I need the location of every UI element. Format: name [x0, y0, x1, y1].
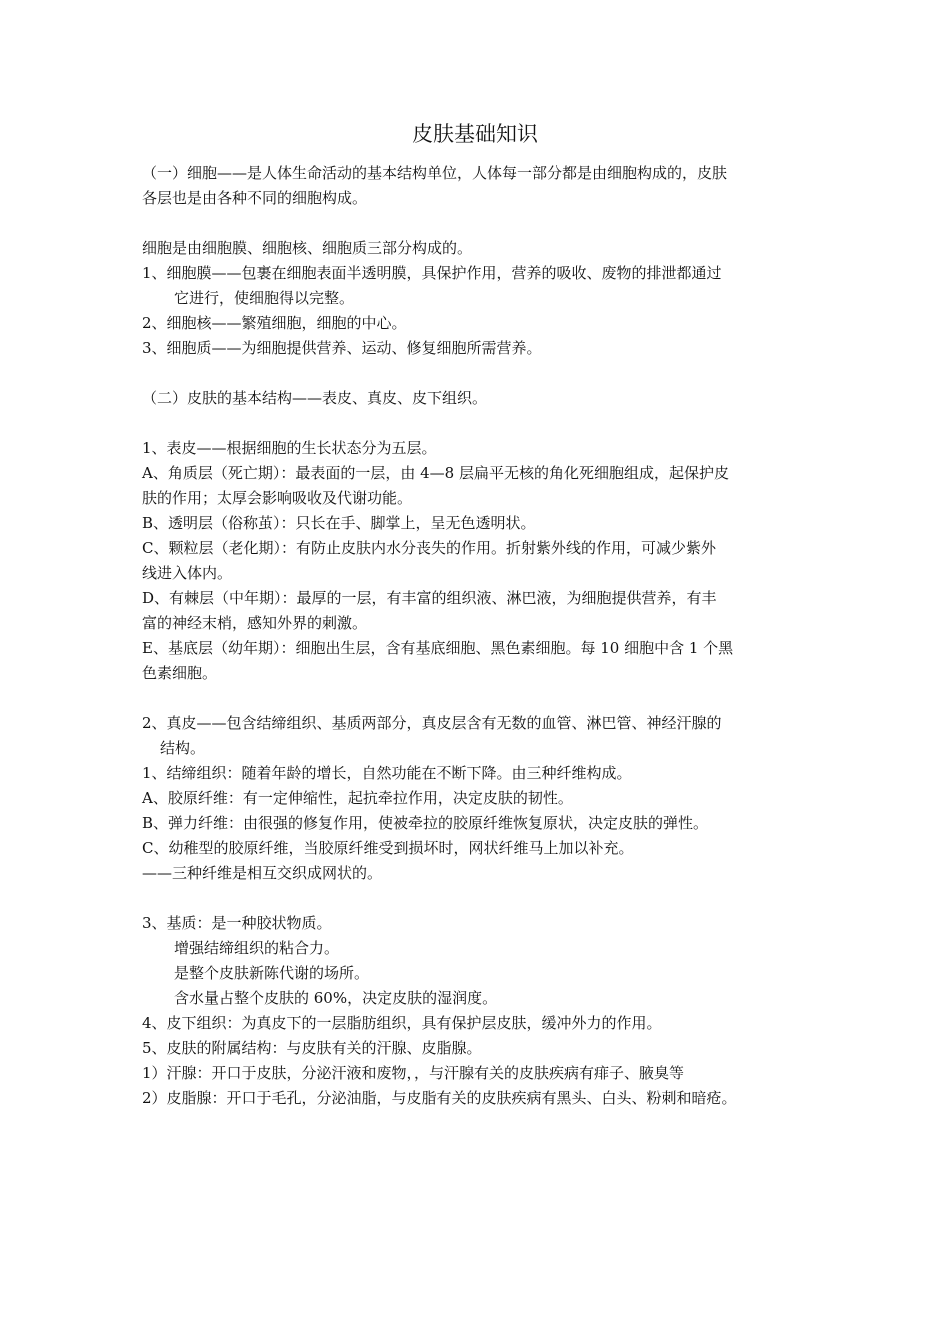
paragraph-line: 含水量占整个皮肤的 60%，决定皮肤的湿润度。	[174, 989, 498, 1007]
paragraph-line: 是整个皮肤新陈代谢的场所。	[174, 964, 370, 982]
paragraph-line: 1、细胞膜——包裹在细胞表面半透明膜，具保护作用，营养的吸收、废物的排泄都通过	[142, 264, 722, 282]
paragraph-line: C、颗粒层（老化期）：有防止皮肤内水分丧失的作用。折射紫外线的作用，可减少紫外	[142, 539, 716, 557]
paragraph-line: 各层也是由各种不同的细胞构成。	[142, 189, 368, 207]
blank-line	[142, 211, 814, 236]
section-heading: （二）皮肤的基本结构——表皮、真皮、皮下组织。	[142, 389, 488, 407]
blank-line	[142, 886, 814, 911]
paragraph-line: 肤的作用；太厚会影响吸收及代谢功能。	[142, 489, 413, 507]
paragraph-line: 5、皮肤的附属结构：与皮肤有关的汗腺、皮脂腺。	[142, 1039, 482, 1057]
paragraph-line: A、胶原纤维：有一定伸缩性，起抗牵拉作用，决定皮肤的韧性。	[142, 789, 573, 807]
paragraph-line: ——三种纤维是相互交织成网状的。	[142, 864, 383, 882]
paragraph-line: B、透明层（俗称茧）：只长在手、脚掌上，呈无色透明状。	[142, 514, 536, 532]
paragraph-line: 1）汗腺：开口于皮肤，分泌汗液和废物，，与汗腺有关的皮肤疾病有痱子、腋臭等	[142, 1064, 685, 1082]
paragraph-line: 线进入体内。	[142, 564, 233, 582]
paragraph-line: C、幼稚型的胶原纤维，当胶原纤维受到损坏时，网状纤维马上加以补充。	[142, 839, 634, 857]
paragraph-line: 1、结缔组织：随着年龄的增长，自然功能在不断下降。由三种纤维构成。	[142, 764, 632, 782]
document-title: 皮肤基础知识	[412, 122, 538, 146]
paragraph-line: B、弹力纤维：由很强的修复作用，使被牵拉的胶原纤维恢复原状，决定皮肤的弹性。	[142, 814, 709, 832]
paragraph-line: 4、皮下组织：为真皮下的一层脂肪组织，具有保护层皮肤，缓冲外力的作用。	[142, 1014, 662, 1032]
paragraph-line: 色素细胞。	[142, 664, 218, 682]
paragraph-line: A、角质层（死亡期）：最表面的一层，由 4—8 层扁平无核的角化死细胞组成，起保护皮	[142, 464, 729, 482]
paragraph-line: 2、真皮——包含结缔组织、基质两部分，真皮层含有无数的血管、淋巴管、神经汗腺的	[142, 714, 722, 732]
blank-line	[142, 686, 814, 711]
paragraph-line: E、基底层（幼年期）：细胞出生层，含有基底细胞、黑色素细胞。每 10 细胞中含 1 个黑	[142, 639, 734, 657]
document-body	[142, 161, 814, 1111]
paragraph-line: 2、细胞核——繁殖细胞，细胞的中心。	[142, 314, 407, 332]
paragraph-line: 增强结缔组织的粘合力。	[174, 939, 340, 957]
paragraph-line: 结构。	[160, 739, 206, 757]
blank-line	[142, 361, 814, 386]
paragraph-line: D、有棘层（中年期）：最厚的一层，有丰富的组织液、淋巴液，为细胞提供营养，有丰	[142, 589, 717, 607]
paragraph-line: 细胞是由细胞膜、细胞核、细胞质三部分构成的。	[142, 239, 473, 257]
paragraph-line: 富的神经末梢，感知外界的刺激。	[142, 614, 368, 632]
paragraph-line: （一）细胞——是人体生命活动的基本结构单位，人体每一部分都是由细胞构成的，皮肤	[142, 164, 728, 182]
paragraph-line: 3、基质：是一种胶状物质。	[142, 914, 332, 932]
paragraph-line: 1、表皮——根据细胞的生长状态分为五层。	[142, 439, 437, 457]
paragraph-line: 2）皮脂腺：开口于毛孔，分泌油脂，与皮脂有关的皮肤疾病有黑头、白头、粉刺和暗疮。	[142, 1089, 737, 1107]
paragraph-line: 3、细胞质——为细胞提供营养、运动、修复细胞所需营养。	[142, 339, 542, 357]
paragraph-line: 它进行，使细胞得以完整。	[174, 289, 355, 307]
blank-line	[142, 411, 814, 436]
